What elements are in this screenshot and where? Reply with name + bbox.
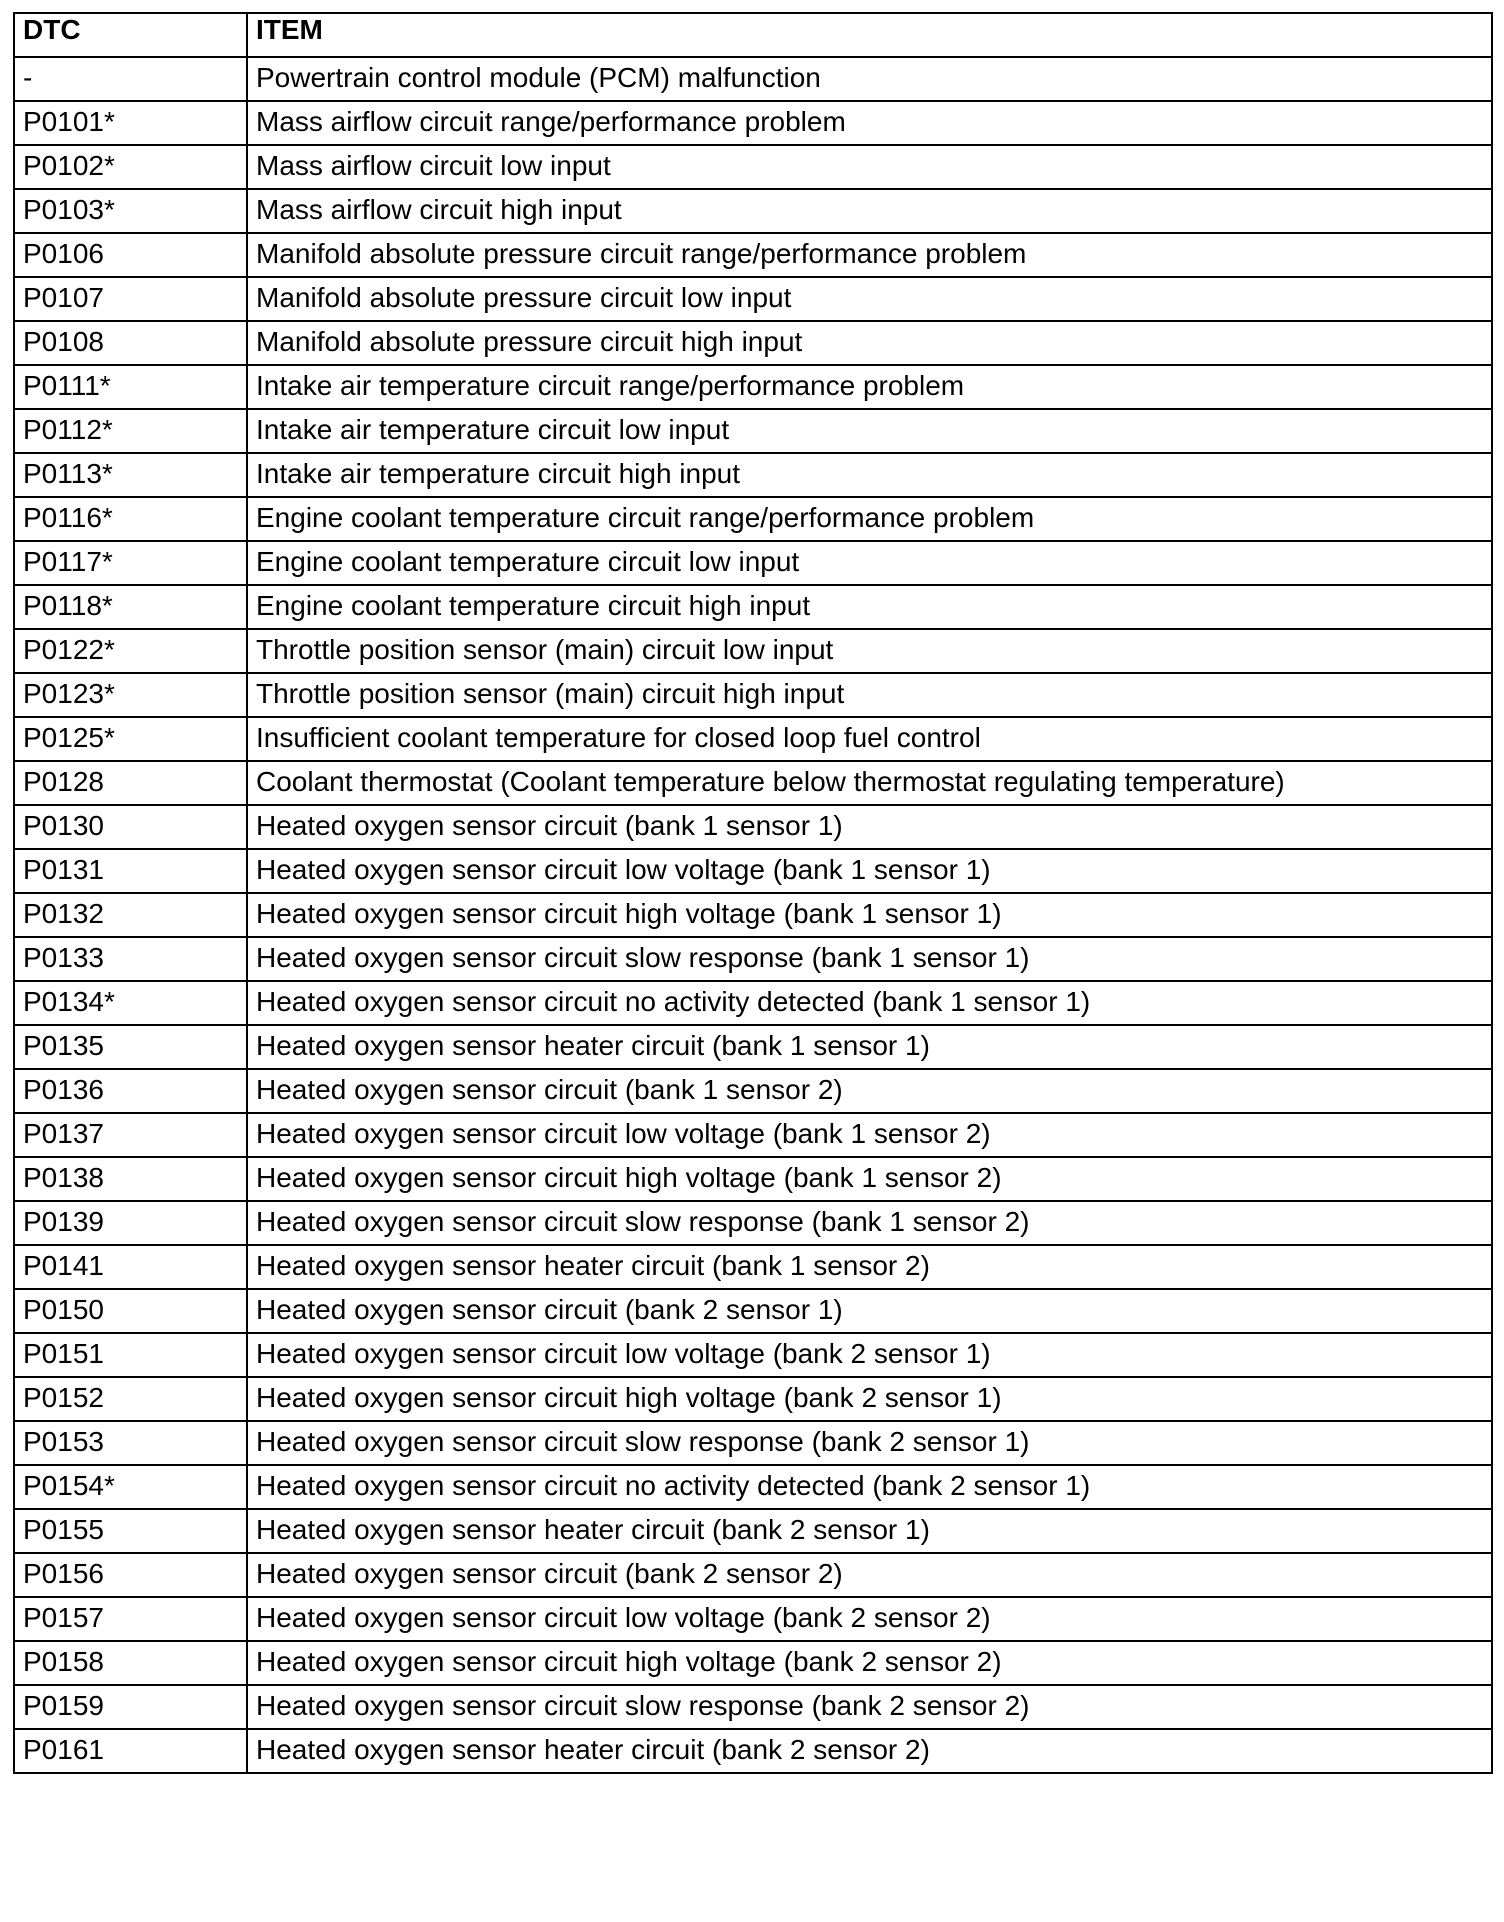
table-row: [14, 453, 1492, 497]
dtc-code-cell: -: [14, 57, 247, 101]
table-body: [14, 57, 1492, 1773]
dtc-description-cell: Powertrain control module (PCM) malfunction: [247, 57, 1492, 101]
dtc-code-cell: P0108: [14, 321, 247, 365]
dtc-description-cell: Heated oxygen sensor circuit (bank 2 sensor 1): [247, 1289, 1492, 1333]
dtc-description-cell: Heated oxygen sensor heater circuit (bank 1 sensor 2): [247, 1245, 1492, 1289]
table-row: [14, 409, 1492, 453]
table-row: [14, 1113, 1492, 1157]
table-row: [14, 57, 1492, 101]
dtc-description-cell: Heated oxygen sensor circuit high voltage (bank 2 sensor 1): [247, 1377, 1492, 1421]
dtc-code-cell: P0111*: [14, 365, 247, 409]
dtc-description-cell: Heated oxygen sensor circuit high voltage (bank 1 sensor 2): [247, 1157, 1492, 1201]
header-row: [14, 13, 1492, 57]
table-row: [14, 673, 1492, 717]
dtc-code-cell: P0161: [14, 1729, 247, 1773]
dtc-description-cell: Intake air temperature circuit range/performance problem: [247, 365, 1492, 409]
dtc-code-cell: P0131: [14, 849, 247, 893]
dtc-description-cell: Heated oxygen sensor circuit high voltage (bank 1 sensor 1): [247, 893, 1492, 937]
dtc-description-cell: Heated oxygen sensor heater circuit (bank 1 sensor 1): [247, 1025, 1492, 1069]
dtc-code-cell: P0151: [14, 1333, 247, 1377]
dtc-code-cell: P0156: [14, 1553, 247, 1597]
dtc-description-cell: Throttle position sensor (main) circuit low input: [247, 629, 1492, 673]
dtc-code-cell: P0101*: [14, 101, 247, 145]
dtc-description-cell: Heated oxygen sensor circuit slow response (bank 1 sensor 2): [247, 1201, 1492, 1245]
dtc-description-cell: Heated oxygen sensor circuit (bank 2 sensor 2): [247, 1553, 1492, 1597]
table-row: [14, 1685, 1492, 1729]
dtc-code-cell: P0106: [14, 233, 247, 277]
column-header-item: ITEM: [247, 13, 1492, 57]
dtc-description-cell: Mass airflow circuit high input: [247, 189, 1492, 233]
dtc-description-cell: Heated oxygen sensor circuit low voltage (bank 1 sensor 1): [247, 849, 1492, 893]
table-row: [14, 1245, 1492, 1289]
table-row: [14, 717, 1492, 761]
dtc-code-cell: P0103*: [14, 189, 247, 233]
table-row: [14, 1729, 1492, 1773]
dtc-description-cell: Heated oxygen sensor circuit slow response (bank 1 sensor 1): [247, 937, 1492, 981]
column-header-dtc: DTC: [14, 13, 247, 57]
table-row: [14, 365, 1492, 409]
table-row: [14, 1597, 1492, 1641]
dtc-description-cell: Heated oxygen sensor circuit low voltage (bank 2 sensor 2): [247, 1597, 1492, 1641]
dtc-code-cell: P0134*: [14, 981, 247, 1025]
dtc-description-cell: Insufficient coolant temperature for closed loop fuel control: [247, 717, 1492, 761]
table-row: [14, 101, 1492, 145]
dtc-description-cell: Mass airflow circuit low input: [247, 145, 1492, 189]
dtc-code-cell: P0137: [14, 1113, 247, 1157]
dtc-description-cell: Heated oxygen sensor heater circuit (bank 2 sensor 1): [247, 1509, 1492, 1553]
table-row: [14, 321, 1492, 365]
table-row: [14, 1157, 1492, 1201]
dtc-description-cell: Manifold absolute pressure circuit high input: [247, 321, 1492, 365]
dtc-code-cell: P0125*: [14, 717, 247, 761]
dtc-code-cell: P0150: [14, 1289, 247, 1333]
table-row: [14, 849, 1492, 893]
dtc-description-cell: Heated oxygen sensor circuit no activity detected (bank 1 sensor 1): [247, 981, 1492, 1025]
dtc-code-cell: P0128: [14, 761, 247, 805]
dtc-code-cell: P0113*: [14, 453, 247, 497]
dtc-description-cell: Heated oxygen sensor circuit no activity detected (bank 2 sensor 1): [247, 1465, 1492, 1509]
dtc-description-cell: Mass airflow circuit range/performance problem: [247, 101, 1492, 145]
dtc-description-cell: Throttle position sensor (main) circuit high input: [247, 673, 1492, 717]
table-row: [14, 1333, 1492, 1377]
dtc-code-cell: P0155: [14, 1509, 247, 1553]
dtc-description-cell: Heated oxygen sensor circuit slow response (bank 2 sensor 2): [247, 1685, 1492, 1729]
dtc-description-cell: Engine coolant temperature circuit low input: [247, 541, 1492, 585]
table-row: [14, 497, 1492, 541]
table-row: [14, 1069, 1492, 1113]
dtc-description-cell: Engine coolant temperature circuit range/performance problem: [247, 497, 1492, 541]
dtc-description-cell: Intake air temperature circuit high input: [247, 453, 1492, 497]
table-row: [14, 1553, 1492, 1597]
dtc-description-cell: Engine coolant temperature circuit high input: [247, 585, 1492, 629]
dtc-description-cell: Heated oxygen sensor circuit low voltage (bank 1 sensor 2): [247, 1113, 1492, 1157]
dtc-description-cell: Heated oxygen sensor circuit (bank 1 sensor 2): [247, 1069, 1492, 1113]
dtc-code-cell: P0117*: [14, 541, 247, 585]
table-row: [14, 233, 1492, 277]
dtc-code-cell: P0132: [14, 893, 247, 937]
table-row: [14, 1465, 1492, 1509]
dtc-code-cell: P0139: [14, 1201, 247, 1245]
table-row: [14, 189, 1492, 233]
table-row: [14, 1641, 1492, 1685]
dtc-code-cell: P0112*: [14, 409, 247, 453]
table-row: [14, 805, 1492, 849]
dtc-code-cell: P0102*: [14, 145, 247, 189]
dtc-code-cell: P0153: [14, 1421, 247, 1465]
table-row: [14, 761, 1492, 805]
table-row: [14, 629, 1492, 673]
dtc-code-cell: P0133: [14, 937, 247, 981]
dtc-description-cell: Coolant thermostat (Coolant temperature below thermostat regulating temperature): [247, 761, 1492, 805]
dtc-code-cell: P0152: [14, 1377, 247, 1421]
dtc-code-cell: P0141: [14, 1245, 247, 1289]
dtc-code-cell: P0157: [14, 1597, 247, 1641]
table-row: [14, 893, 1492, 937]
table-row: [14, 1377, 1492, 1421]
dtc-code-cell: P0154*: [14, 1465, 247, 1509]
table-row: [14, 585, 1492, 629]
dtc-code-cell: P0135: [14, 1025, 247, 1069]
dtc-code-cell: P0116*: [14, 497, 247, 541]
dtc-code-cell: P0122*: [14, 629, 247, 673]
table-row: [14, 145, 1492, 189]
dtc-table: [13, 12, 1493, 1774]
table-row: [14, 1201, 1492, 1245]
dtc-code-cell: P0159: [14, 1685, 247, 1729]
dtc-code-cell: P0107: [14, 277, 247, 321]
table-row: [14, 1509, 1492, 1553]
dtc-description-cell: Manifold absolute pressure circuit range/performance problem: [247, 233, 1492, 277]
dtc-description-cell: Heated oxygen sensor circuit slow response (bank 2 sensor 1): [247, 1421, 1492, 1465]
dtc-code-cell: P0118*: [14, 585, 247, 629]
dtc-description-cell: Heated oxygen sensor circuit low voltage (bank 2 sensor 1): [247, 1333, 1492, 1377]
table-row: [14, 1025, 1492, 1069]
dtc-description-cell: Heated oxygen sensor circuit (bank 1 sensor 1): [247, 805, 1492, 849]
table-row: [14, 981, 1492, 1025]
dtc-code-cell: P0158: [14, 1641, 247, 1685]
dtc-description-cell: Manifold absolute pressure circuit low input: [247, 277, 1492, 321]
dtc-description-cell: Heated oxygen sensor heater circuit (bank 2 sensor 2): [247, 1729, 1492, 1773]
table-row: [14, 1289, 1492, 1333]
dtc-description-cell: Intake air temperature circuit low input: [247, 409, 1492, 453]
table-row: [14, 541, 1492, 585]
dtc-code-cell: P0130: [14, 805, 247, 849]
dtc-description-cell: Heated oxygen sensor circuit high voltage (bank 2 sensor 2): [247, 1641, 1492, 1685]
dtc-code-cell: P0136: [14, 1069, 247, 1113]
table-row: [14, 277, 1492, 321]
table-row: [14, 1421, 1492, 1465]
table-header: [14, 13, 1492, 57]
table-row: [14, 937, 1492, 981]
dtc-code-cell: P0138: [14, 1157, 247, 1201]
dtc-code-cell: P0123*: [14, 673, 247, 717]
